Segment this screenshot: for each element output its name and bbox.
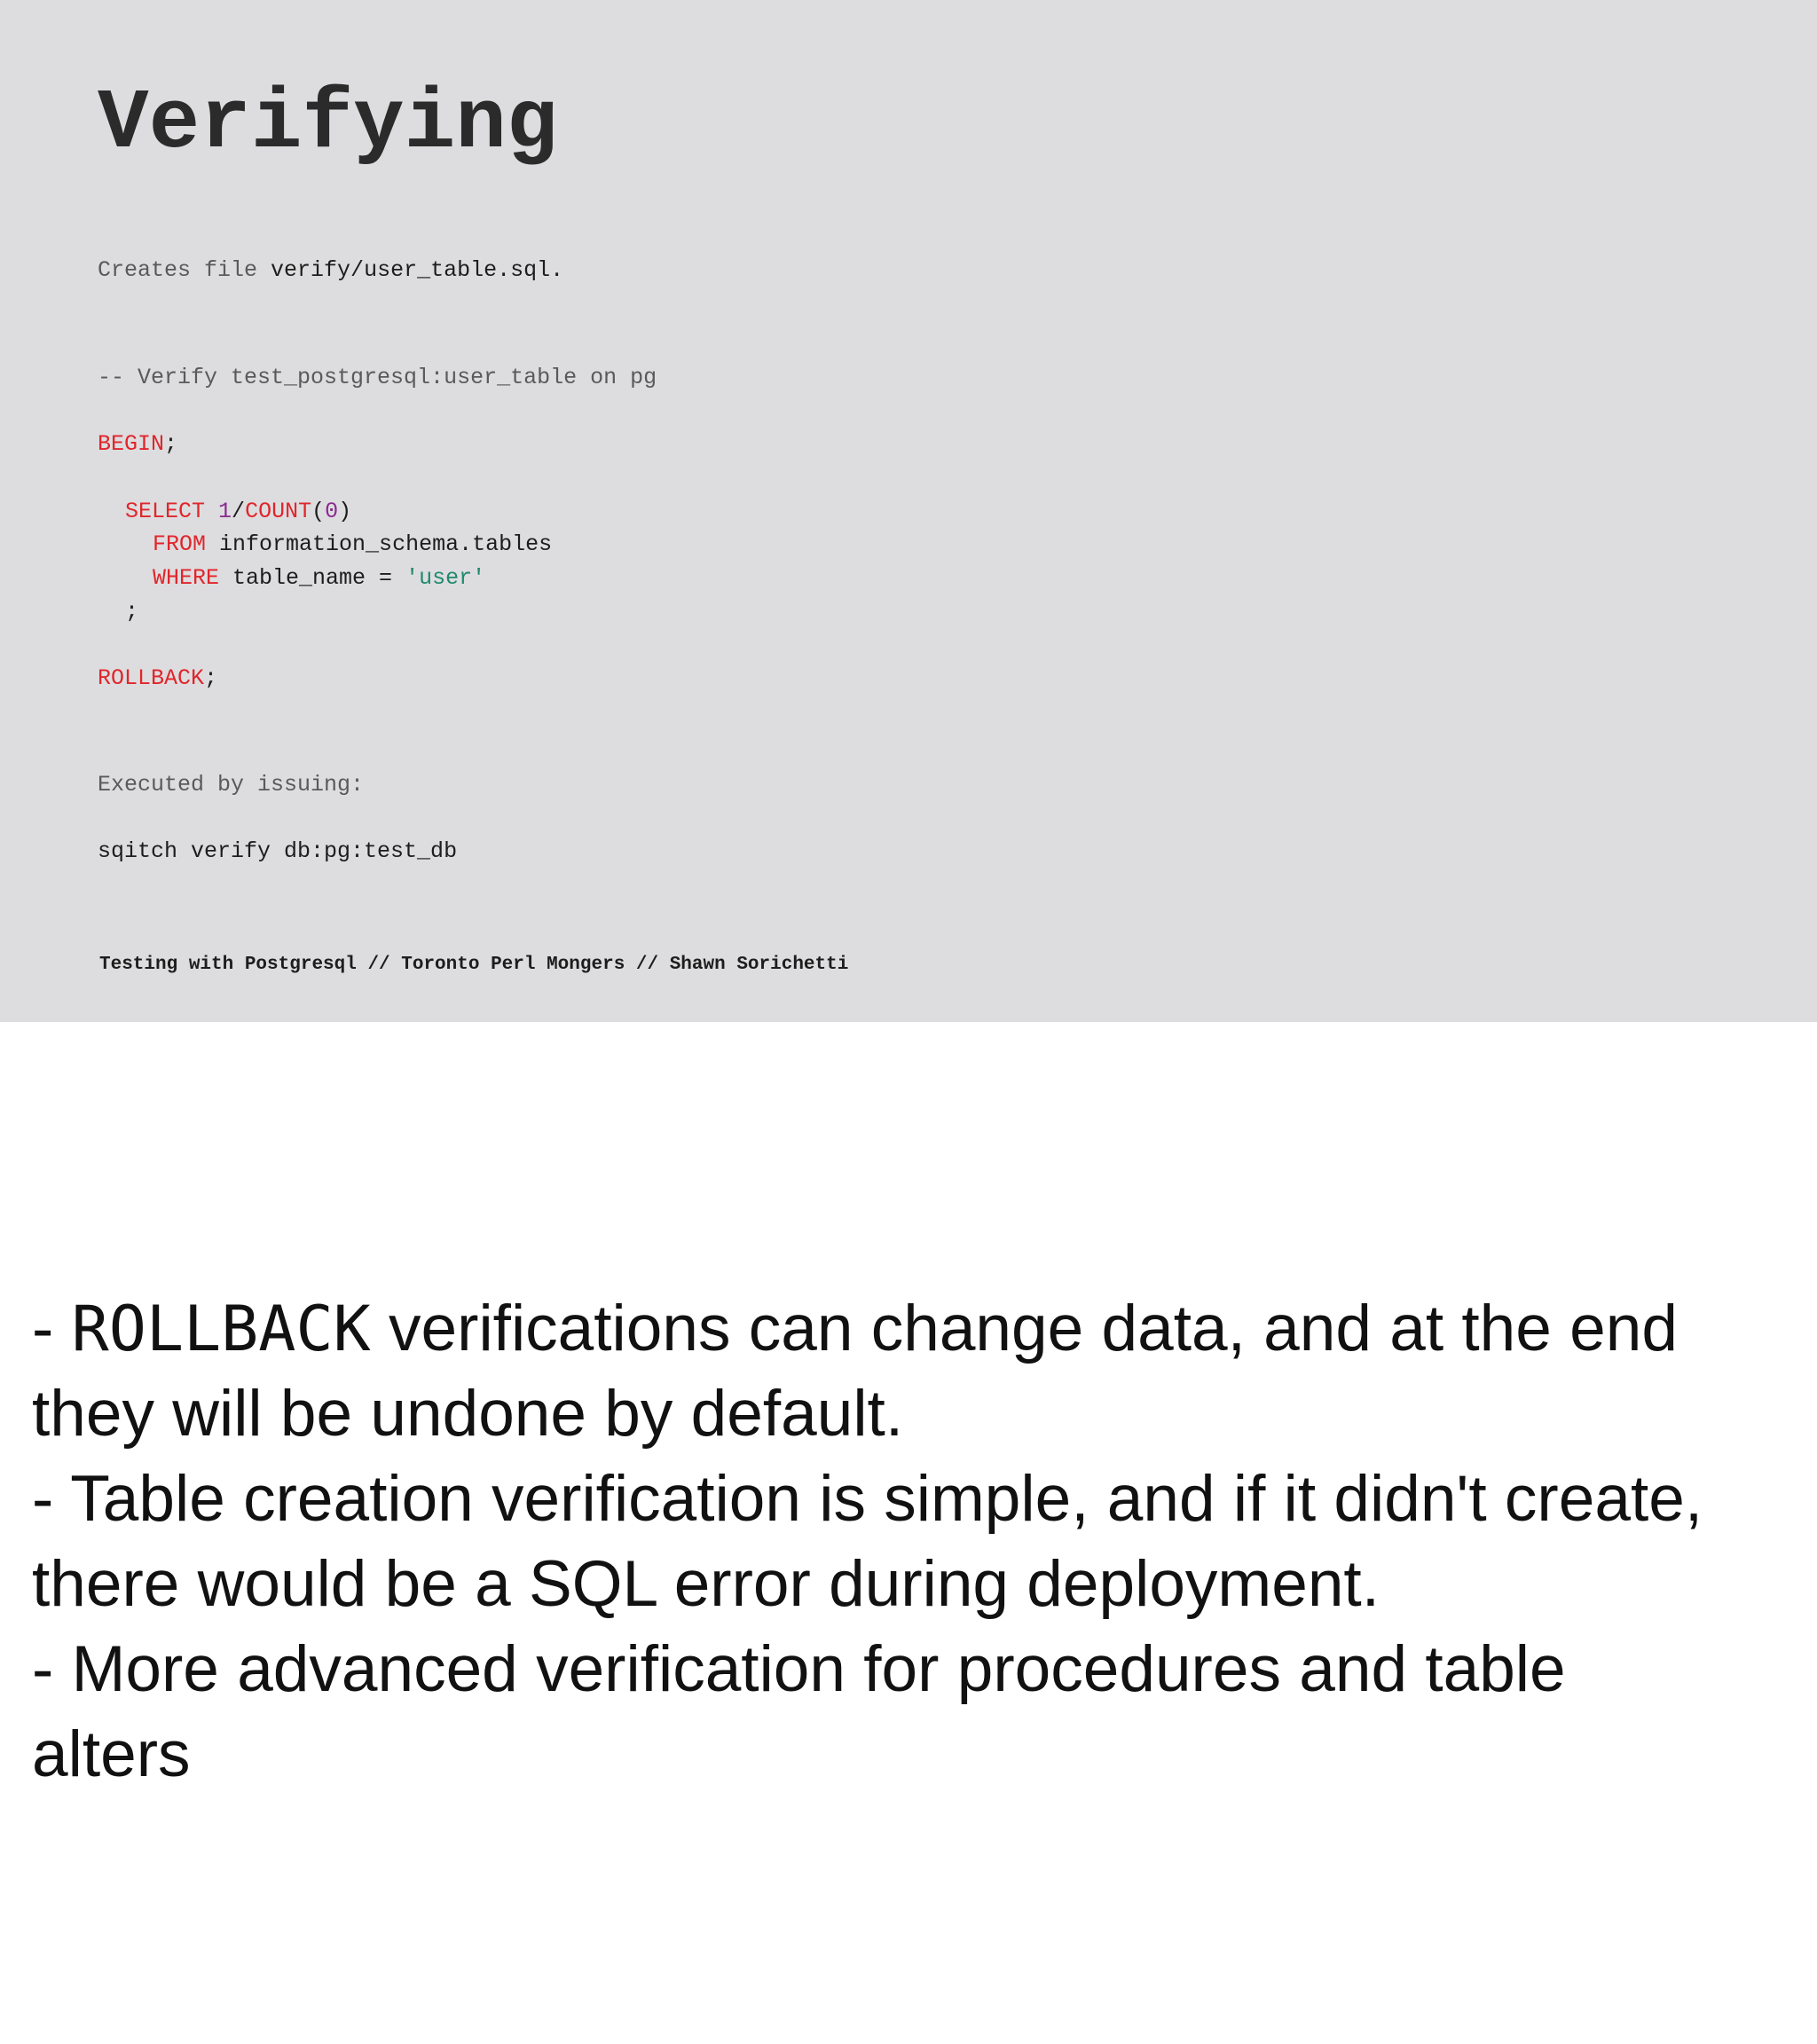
code-open-paren: ( [311,499,326,524]
slide-footer: Testing with Postgresql // Toronto Perl Mongers // Shawn Sorichetti [99,955,849,975]
code-where-keyword: WHERE [153,565,220,591]
code-number-zero: 0 [325,499,339,524]
code-number-one: 1 [218,499,232,524]
notes-line-1-text: verifications can change data, and at the end [370,1293,1678,1364]
code-where-expression: table_name = [232,565,406,591]
notes-line-1 [32,1286,1789,1372]
notes-line-3: - Table creation verification is simple, and if it didn't create, [32,1463,1703,1535]
notes-dash: - [32,1293,72,1364]
notes-rollback-code: ROLLBACK [71,1293,371,1365]
intro-prefix: Creates file [98,257,271,283]
code-begin-keyword: BEGIN [98,431,165,457]
code-close-paren: ) [338,499,352,524]
code-count-function: COUNT [245,499,312,524]
code-select-line [125,500,351,523]
notes-line-5: - More advanced verification for procedures and table [32,1633,1566,1705]
code-from-target: information_schema.tables [219,531,553,557]
code-where-value: 'user' [405,565,486,591]
code-end-semicolon: ; [125,599,139,625]
code-comment: -- Verify test_postgresql:user_table on pg [98,365,657,390]
code-from-keyword: FROM [153,531,207,557]
code-begin-line [98,433,177,455]
code-rollback-semicolon: ; [204,665,218,691]
slide-title: Verifying [98,75,558,172]
notes-line-2: they will be undone by default. [32,1378,904,1450]
speaker-notes [32,1286,1789,1797]
intro-line [98,259,563,281]
code-rollback-keyword: ROLLBACK [98,665,205,691]
executed-label: Executed by issuing: [98,772,365,798]
notes-line-6: alters [32,1718,191,1790]
notes-line-4: there would be a SQL error during deployment. [32,1548,1380,1620]
code-begin-semicolon: ; [164,431,178,457]
code-rollback-line [98,667,217,689]
code-select-keyword: SELECT [125,499,206,524]
command-line: sqitch verify db:pg:test_db [98,838,458,864]
code-slash: / [232,499,246,524]
intro-filename: verify/user_table.sql. [271,257,564,283]
code-from-line [153,533,552,555]
code-where-line [153,567,485,589]
